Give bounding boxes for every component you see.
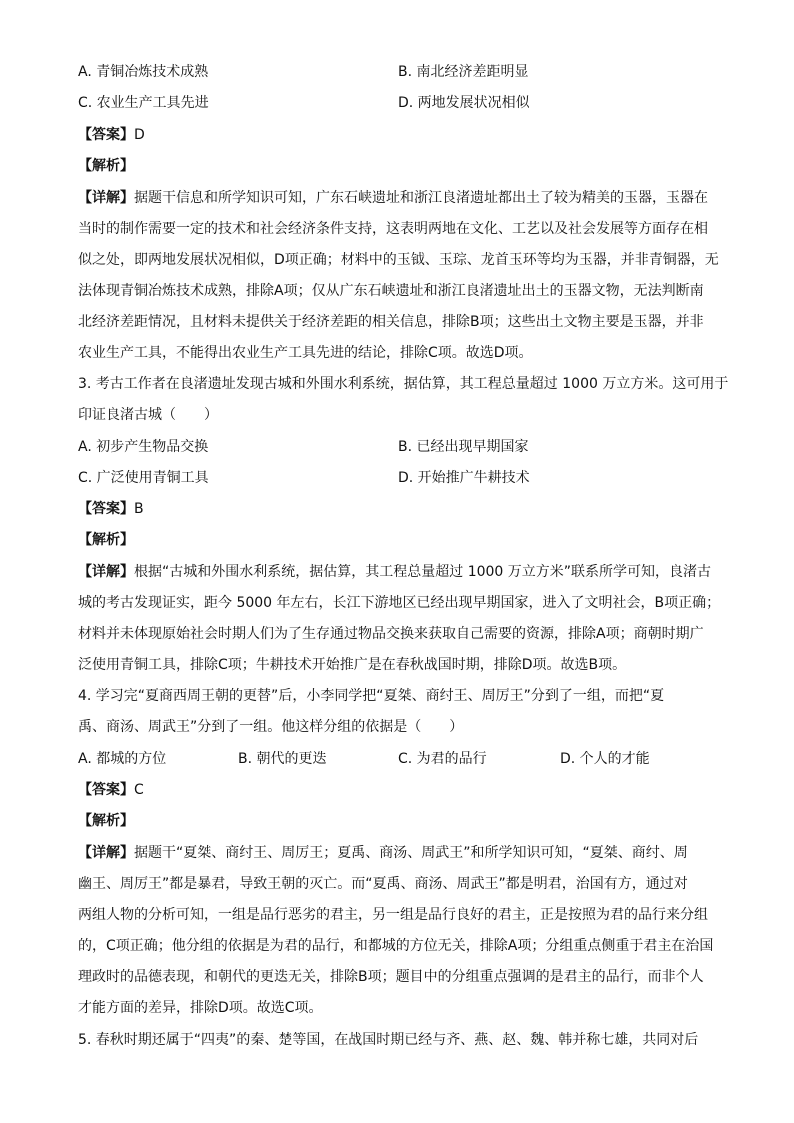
detail-line: 法体现青铜冶炼技术成熟，排除A项；仅从广东石峡遗址和浙江良渚遗址出土的玉器文物，无法判断南 (78, 283, 704, 299)
answer-line (78, 780, 718, 800)
answer-value: B (134, 501, 144, 517)
question-stem: 3. 考古工作者在良渚遗址发现古城和外围水利系统，据估算，其工程总量超过 1000 万立方米。这可用于 (78, 376, 729, 392)
answer-label: 【答案】 (78, 782, 134, 798)
answer-label: 【答案】 (78, 127, 134, 143)
option-b: B. 朝代的更迭 (238, 751, 327, 767)
option-d: D. 开始推广牛耕技术 (398, 470, 530, 486)
question-stem: 禹、商汤、周武王”分到了一组。他这样分组的依据是（ ） (78, 719, 464, 735)
option-c: C. 农业生产工具先进 (78, 95, 209, 111)
option-c: C. 广泛使用青铜工具 (78, 470, 209, 486)
detail-line: 的，C项正确；他分组的依据是为君的品行，和都城的方位无关，排除A项；分组重点侧重于君主在治国 (78, 938, 714, 954)
option-d: D. 两地发展状况相似 (398, 95, 530, 111)
analysis-label: 【解析】 (78, 532, 134, 548)
detail-line: 北经济差距情况，且材料未提供关于经济差距的相关信息，排除B项；这些出土文物主要是玉器，并非 (78, 314, 704, 330)
detail-label: 【详解】 (78, 564, 134, 580)
detail-label: 【详解】 (78, 190, 134, 206)
analysis-label: 【解析】 (78, 158, 134, 174)
detail-line: 两组人物的分析可知，一组是品行恶劣的君主，另一组是品行良好的君主，正是按照为君的品行来分组 (78, 907, 708, 923)
option-b: B. 南北经济差距明显 (398, 64, 529, 80)
detail-line: 【详解】根据“古城和外围水利系统，据估算，其工程总量超过 1000 万立方米”联系所学可知，良渚古 (78, 564, 712, 580)
answer-label: 【答案】 (78, 501, 134, 517)
detail-line: 农业生产工具，不能得出农业生产工具先进的结论，排除C项。故选D项。 (78, 345, 533, 361)
analysis-label: 【解析】 (78, 813, 134, 829)
detail-line: 才能方面的差异，排除D项。故选C项。 (78, 1000, 323, 1016)
question-stem: 4. 学习完“夏商西周王朝的更替”后，小李同学把“夏桀、商纣王、周厉王”分到了一组，而把“夏 (78, 688, 665, 704)
detail-line: 材料并未体现原始社会时期人们为了生存通过物品交换来获取自己需要的资源，排除A项；商朝时期广 (78, 626, 704, 642)
question-stem: 5. 春秋时期还属于“四夷”的秦、楚等国，在战国时期已经与齐、燕、赵、魏、韩并称七雄，共同对后 (78, 1032, 699, 1048)
option-c: C. 为君的品行 (398, 751, 487, 767)
detail-label: 【详解】 (78, 845, 134, 861)
answer-value: D (134, 127, 145, 143)
option-b: B. 已经出现早期国家 (398, 439, 529, 455)
detail-line: 【详解】据题干信息和所学知识可知，广东石峡遗址和浙江良渚遗址都出土了较为精美的玉器，玉器在 (78, 190, 708, 206)
answer-line (78, 125, 718, 145)
detail-line: 似之处，即两地发展状况相似，D项正确；材料中的玉钺、玉琮、龙首玉环等均为玉器，并非青铜器，无 (78, 252, 719, 268)
option-a: A. 初步产生物品交换 (78, 439, 209, 455)
detail-line: 泛使用青铜工具，排除C项；牛耕技术开始推广是在春秋战国时期，排除D项。故选B项。 (78, 657, 627, 673)
option-d: D. 个人的才能 (560, 751, 650, 767)
option-a: A. 青铜冶炼技术成熟 (78, 64, 209, 80)
answer-value: C (134, 782, 144, 798)
answer-line (78, 499, 718, 519)
detail-line: 当时的制作需要一定的技术和社会经济条件支持，这表明两地在文化、工艺以及社会发展等方面存在相 (78, 221, 708, 237)
detail-line: 幽王、周厉王”都是暴君，导致王朝的灭亡。而“夏禹、商汤、周武王”都是明君，治国有方，通过对 (78, 876, 688, 892)
option-a: A. 都城的方位 (78, 751, 167, 767)
detail-line: 城的考古发现证实，距今 5000 年左右，长江下游地区已经出现早期国家，进入了文明社会，B项正确； (78, 595, 721, 611)
detail-line: 【详解】据题干“夏桀、商纣王、周厉王；夏禹、商汤、周武王”和所学知识可知，“夏桀、商纣、周 (78, 845, 688, 861)
question-stem: 印证良渚古城（ ） (78, 407, 218, 423)
detail-line: 理政时的品德表现，和朝代的更迭无关，排除B项；题目中的分组重点强调的是君主的品行，而非个人 (78, 969, 704, 985)
